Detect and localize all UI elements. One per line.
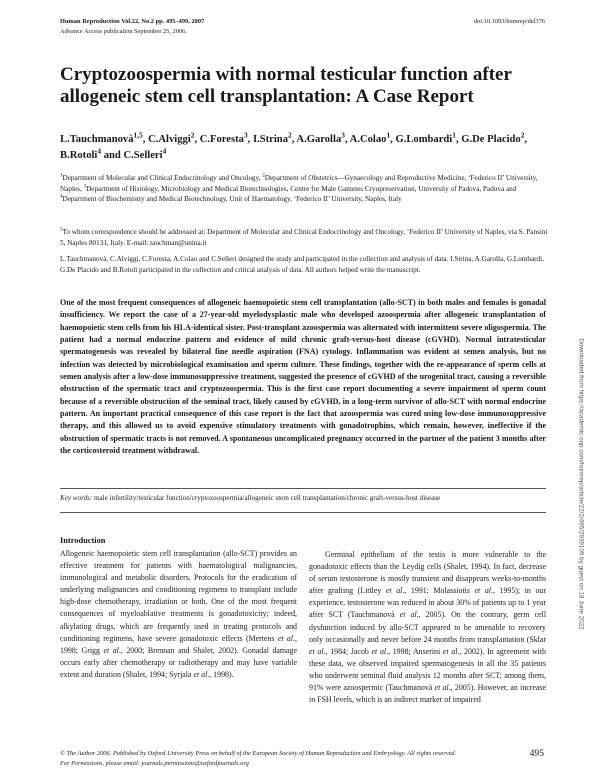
correspondence: $^5$To whom correspondence should be addressed at: Department of Molecular and Clinical Endocrinology and Oncology, ‘Federico II’ University of Naples, via S. Pansini 5, Naples 80131, Italy. E-mail: tauchman@unina.it <box>60 227 548 247</box>
intro-paragraph-1: Allogeneic haemopoietic stem cell transplantation (allo-SCT) provides an effective treatment for patients with haematological malignancies, immunological and metabolic disorders. Protocols for the eradication of underlying malignancies and conditioning regimens to transplant include high-dose chemotherapy, irradiation or both. One of the most frequent consequences of myeloablative treatments is gonadotoxicity; indeed, alkylating drugs, which are frequently used in treating protocols and conditioning regimens, have severe gonadotoxic effects (Mertens et al., 1998; Grigg et al., 2000; Brennan and Shalet, 2002). Gonadal damage occurs early after chemotherapy or radiotherapy and may have variable extent and duration (Shalet, 1994; Syrjala et al., 1998). <box>60 549 297 679</box>
right-column <box>309 549 546 706</box>
journal-citation: Human Reproduction Vol.22, No.2 pp. 495–499, 2007 <box>60 18 205 25</box>
copyright-line: © The Author 2006. Published by Oxford University Press on behalf of the European Society of Human Reproduction and Embryology. All rights reserved. <box>60 750 457 757</box>
page-number: 495 <box>529 748 544 759</box>
keywords <box>60 493 560 503</box>
doi-link[interactable]: doi:10.1093/humrep/del376 <box>473 18 545 25</box>
divider <box>60 488 546 489</box>
download-notice[interactable]: Downloaded from https://academic.oup.com/humrep/article/22/2/495/2939109 by guest on 18 June 2022 <box>577 338 585 630</box>
intro-paragraph-2: Germinal epithelium of the testis is more vulnerable to the gonadotoxic effects than the Leydig cells (Shalet, 1994). In fact, decrease of serum testosterone is mostly transient and disappears weeks-to-months after grafting (Littley et al., 1991; Molassiotis et al., 1995); in our experience, testosterone was reduced in about 30% of patients up to 1 year after SCT (Tauchmanovà et al., 2005). On the contrary, germ cell dysfunction induced by allo-SCT appeared to be amenable to recovery only occasionally and never before 24 months from transplantation (Sklar et al., 1984; Jacob et al., 1998; Anserini et al., 2002). In agreement with these data, we observed impaired spermatogenesis in all the 35 patients who underwent seminal fluid analysis 12 months after SCT; among them, 91% were azoospermic (Tauchmanovà et al., 2005). However, an increase in FSH levels, which is an indirect marker of impaired <box>309 550 547 705</box>
download-sidebar <box>575 224 587 744</box>
permissions-line: For Permissions, please email: journals.permissions@oxfordjournals.org <box>60 760 249 767</box>
keywords-text: male infertility/testicular function/cryptozoospermia/allogeneic stem cell transplantation/chronic graft-versus-host disease <box>94 494 441 502</box>
section-heading-introduction: Introduction <box>60 536 106 545</box>
abstract: One of the most frequent consequences of allogeneic haemopoietic stem cell transplantation (allo-SCT) in both males and females is gonadal insufficiency. We report the case of a 27-year-old myelodysplastic male who developed azoospermia after allogeneic transplantation of haemopoietic stem cells from his HLA-identical sister. Post-transplant azoospermia was alternated with intermittent severe oligospermia. The patient had a normal endocrine pattern and evidence of mild chronic graft-versus-host disease (cGVHD). Normal intratesticular spermatogenesis was revealed by bilateral fine needle aspiration (FNA) cytology. Inflammation was evident at semen analysis, but no infection was detected by microbiological examination and sperm culture. These findings, together with the re-appearance of sperm cells at semen analysis after a low-dose immunosuppressive treatment, suggested the presence of cGVHD of the urogenital tract, causing a reversible obstruction of the spermatic tract and cryptozoospermia. This is the first case report documenting a severe impairment of sperm count because of a reversible obstruction of the seminal tract, likely caused by cGVHD, in a long-term survivor of allo-SCT with normal endocrine pattern. An important practical consequence of this case report is the fact that azoospermia was cured using low-dose immunosuppressive therapy, and this allowed us to avoid expensive stimulatory treatments with gonadotrophins, which remain, however, ineffective if the obstruction of spermatic tracts is not removed. A spontaneous uncomplicated pregnancy occurred in the partner of the patient 3 months after the corticosteroid treatment withdrawal. <box>60 298 546 456</box>
keywords-label: Key words: <box>60 494 93 502</box>
affiliations: $^1$Department of Molecular and Clinical Endocrinology and Oncology, $^2$Department of Obstetrics—Gynaecology and Reproductive Medicine, ‘Federico II’ University, Naples, $^3$Department of Histology, Microbiology and Medical Biotechnologies, Centre for Male Gametes Cryopreservation, University of Padova, Padova and $^4$Department of Biochemistry and Medical Biotechnology, Unit of Haematology, ‘Federico II’ University, Naples, Italy <box>60 173 538 203</box>
divider <box>60 512 546 513</box>
advance-access-line: Advance Access publication September 25, 2006. <box>60 28 187 35</box>
author-contributions: L.Tauchmanovà, C.Alviggi, C.Foresta, A.Colao and C.Selleri designed the study and participated in the collection and analysis of data. I.Strina, A.Garolla, G.Lombardi, G.De Placido and B.Rotoli participated in the collection and critical analysis of data. All authors helped write the manuscript. <box>60 255 544 274</box>
left-column <box>60 535 297 681</box>
article-title: Cryptozoospermia with normal testicular function after allogeneic stem cell transplantation: A Case Report <box>60 64 512 107</box>
author-list: L.Tauchmanovà$^{1,5}$, C.Alviggi$^2$, C.Foresta$^3$, I.Strina$^2$, A.Garolla$^3$, A.Colao$^1$, G.Lombardi$^1$, G.De Placido$^2$, B.Rotoli$^4$ and C.Selleri$^4$ <box>60 130 528 161</box>
